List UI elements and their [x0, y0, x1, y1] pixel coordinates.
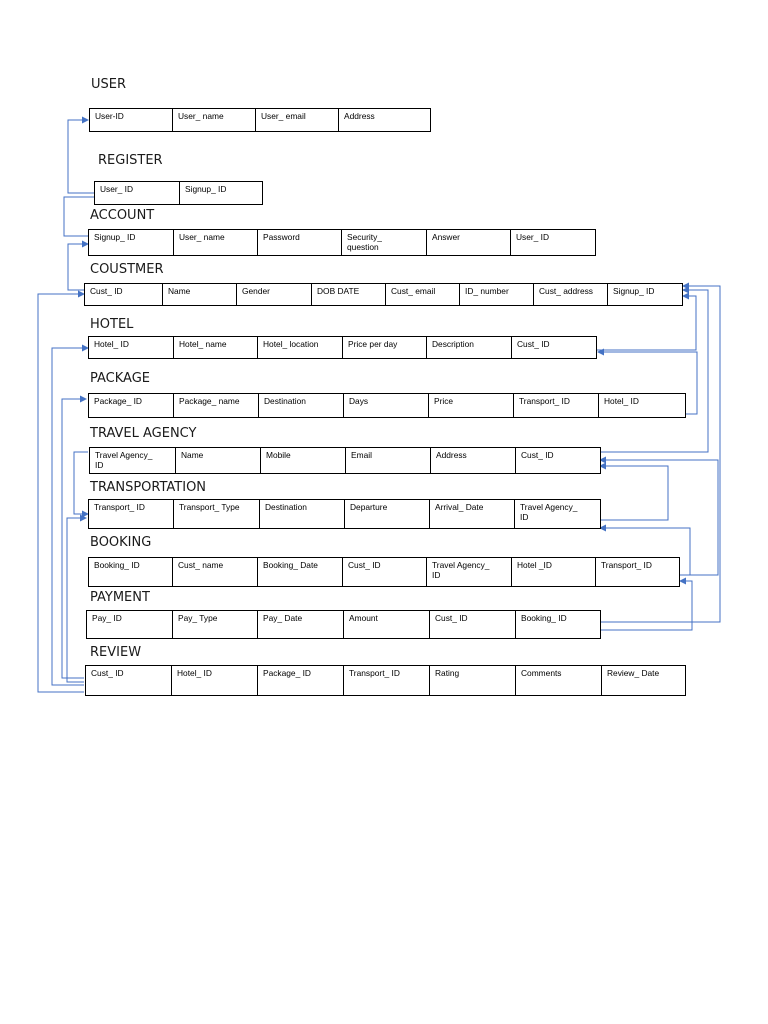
field-cell: Package_ name	[174, 394, 259, 417]
field-cell: Password	[258, 230, 342, 255]
field-cell: Hotel_ name	[174, 337, 258, 358]
table-register	[94, 181, 263, 205]
table-title-review: REVIEW	[90, 645, 142, 660]
field-cell: Days	[344, 394, 429, 417]
field-cell: Address	[431, 448, 516, 473]
field-cell: Travel Agency_ ID	[427, 558, 512, 586]
field-cell: User_ name	[173, 109, 256, 131]
field-cell: Destination	[259, 394, 344, 417]
table-title-travel-agency: TRAVEL AGENCY	[90, 426, 197, 441]
field-cell: Cust_ ID	[85, 284, 163, 305]
field-cell: Name	[176, 448, 261, 473]
rel-review-hotel	[52, 348, 88, 685]
table-customer	[84, 283, 683, 306]
field-cell: Name	[163, 284, 237, 305]
field-cell: Arrival_ Date	[430, 500, 515, 528]
table-title-user: USER	[91, 77, 127, 92]
field-cell: Cust_ address	[534, 284, 608, 305]
field-cell: Booking_ ID	[89, 558, 173, 586]
field-cell: Price per day	[343, 337, 427, 358]
field-cell: Cust_ ID	[343, 558, 427, 586]
field-cell: Signup_ ID	[613, 286, 655, 296]
table-travel-agency	[89, 447, 601, 474]
table-title-account: ACCOUNT	[90, 208, 155, 223]
rel-agency-left	[74, 452, 88, 514]
table-transportation	[88, 499, 601, 529]
field-cell: Pay_ Type	[173, 611, 258, 638]
field-cell: Destination	[260, 500, 345, 528]
field-cell: Travel Agency_ ID	[520, 502, 578, 522]
table-review	[85, 665, 686, 696]
field-cell: Rating	[430, 666, 516, 695]
table-title-package: PACKAGE	[90, 371, 150, 386]
field-cell: Answer	[427, 230, 511, 255]
table-title-hotel: HOTEL	[90, 317, 134, 332]
field-cell: Pay_ ID	[87, 611, 173, 638]
rel-review-transport	[67, 518, 86, 682]
table-booking	[88, 557, 680, 587]
field-cell: Cust_ ID	[86, 666, 172, 695]
field-cell: Signup_ ID	[89, 230, 174, 255]
field-cell: Comments	[516, 666, 602, 695]
field-cell: Address	[344, 111, 375, 121]
rel-transport-agency	[600, 466, 668, 520]
rel-payment-booking	[601, 581, 692, 630]
field-cell: Signup_ ID	[185, 184, 227, 194]
field-cell: Price	[429, 394, 514, 417]
table-account	[88, 229, 596, 256]
field-cell: Cust_ ID	[517, 339, 550, 349]
field-cell: Description	[427, 337, 512, 358]
table-title-customer: COUSTMER	[90, 262, 164, 277]
field-cell: Booking_ Date	[258, 558, 343, 586]
field-cell: Transport_ ID	[601, 560, 652, 570]
field-cell: User-ID	[90, 109, 173, 131]
rel-review-package	[62, 399, 86, 678]
field-cell: Departure	[345, 500, 430, 528]
field-cell: Transport_ ID	[514, 394, 599, 417]
table-package	[88, 393, 686, 418]
field-cell: Cust_ ID	[430, 611, 516, 638]
field-cell: Hotel_ ID	[172, 666, 258, 695]
field-cell: Hotel_ ID	[89, 337, 174, 358]
field-cell: Security_ question	[342, 230, 427, 255]
field-cell: Cust_ email	[386, 284, 460, 305]
table-title-payment: PAYMENT	[90, 590, 150, 605]
table-title-transportation: TRANSPORTATION	[90, 480, 207, 495]
field-cell: Mobile	[261, 448, 346, 473]
field-cell: Hotel _ID	[512, 558, 596, 586]
field-cell: DOB DATE	[312, 284, 386, 305]
field-cell: User_ email	[256, 109, 339, 131]
field-cell: Review_ Date	[607, 668, 660, 678]
field-cell: Transport_ ID	[89, 500, 174, 528]
field-cell: Transport_ ID	[344, 666, 430, 695]
field-cell: Email	[346, 448, 431, 473]
field-cell: Cust_ ID	[521, 450, 554, 460]
field-cell: Cust_ name	[173, 558, 258, 586]
field-cell: Amount	[344, 611, 430, 638]
field-cell: ID_ number	[460, 284, 534, 305]
table-title-booking: BOOKING	[90, 535, 152, 550]
field-cell: Travel Agency_ ID	[90, 448, 176, 473]
field-cell: Hotel_ ID	[604, 396, 639, 406]
field-cell: User_ ID	[95, 182, 180, 204]
field-cell: Gender	[237, 284, 312, 305]
field-cell: User_ name	[174, 230, 258, 255]
table-title-register: REGISTER	[98, 153, 163, 168]
field-cell: Hotel_ location	[258, 337, 343, 358]
table-user	[89, 108, 431, 132]
field-cell: User_ ID	[516, 232, 550, 242]
field-cell: Transport_ Type	[174, 500, 260, 528]
field-cell: Package_ ID	[89, 394, 174, 417]
field-cell: Package_ ID	[258, 666, 344, 695]
rel-agency-customer	[600, 290, 708, 452]
table-hotel	[88, 336, 597, 359]
field-cell: Pay_ Date	[258, 611, 344, 638]
field-cell: Booking_ ID	[521, 613, 567, 623]
rel-review-customer	[38, 294, 84, 692]
table-payment	[86, 610, 601, 639]
